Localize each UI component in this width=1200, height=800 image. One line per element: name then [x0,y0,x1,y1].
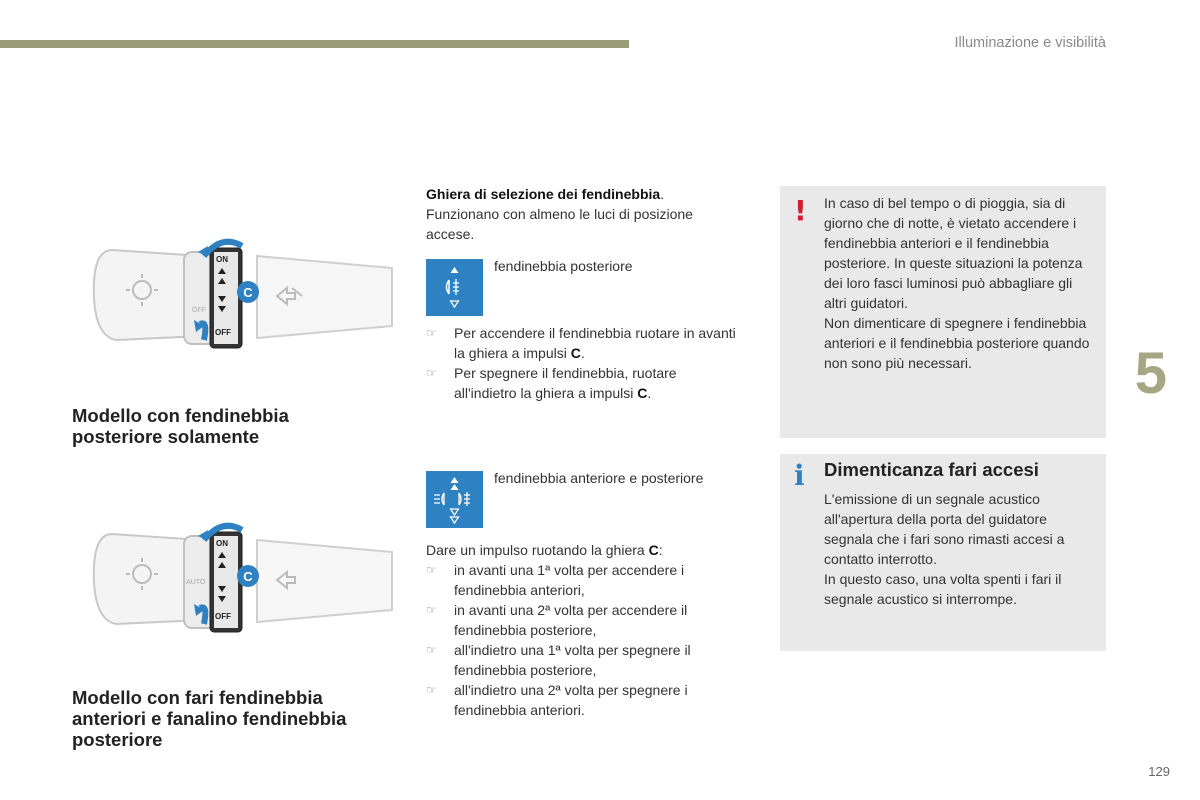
list-item: ☞ all'indietro una 1ª volta per spegnere il fendinebbia posteriore, [426,640,716,680]
info-title: Dimenticanza fari accesi [824,459,1039,480]
list-item: ☞ in avanti una 2ª volta per accendere il fendinebbia posteriore, [426,600,716,640]
header-accent-bar [0,40,629,48]
front-rear-intro: Dare un impulso ruotando la ghiera C: [426,542,663,558]
warning-paragraph: In caso di bel tempo o di pioggia, sia di giorno che di notte, è vietato accendere i fendinebbia anteriori e il fendinebbia posteriore. In queste situazioni la potenza dei loro fasci luminosi può abbagliare gli altri guidatori. [824,195,1083,311]
stalk-illustration-rear-fog [72,228,400,358]
front-rear-fog-label: fendinebbia anteriore e posteriore [494,470,704,486]
front-rear-steps [426,560,716,720]
fog-ring-intro-text: Funzionano con almeno le luci di posizione accese. [426,206,693,242]
page-number: 129 [1148,764,1170,779]
ring-badge: C [243,285,253,300]
warning-text [824,193,1096,373]
ring-label-off: OFF [215,612,231,621]
warning-icon: ! [794,194,807,227]
warning-paragraph: Non dimenticare di spegnere i fendinebbia anteriori e il fendinebbia posteriore quando non sono più necessari. [824,315,1090,371]
info-icon: i [794,459,805,492]
section-title: Illuminazione e visibilità [954,35,1106,51]
stalk-illustration-front-rear-fog [72,512,400,642]
ring-label-on: ON [216,539,228,548]
rear-fog-label: fendinebbia posteriore [494,258,633,274]
caption-front-rear-fog: Modello con fari fendinebbia anteriori e fanalino fendinebbia posteriore [72,687,347,750]
list-item: ☞ Per accendere il fendinebbia ruotare in avanti la ghiera a impulsi C. [426,323,736,363]
ring-badge: C [243,569,253,584]
ring-label-off: OFF [215,328,231,337]
info-paragraph: In questo caso, una volta spenti i fari il segnale acustico si interrompe. [824,571,1062,607]
fog-ring-title-suffix: . [660,186,665,202]
side-label: AUTO [186,579,206,586]
info-paragraph: L'emissione di un segnale acustico all'apertura della porta del guidatore segnala che i fari sono rimasti accesi a contatto interrotto. [824,491,1065,567]
rear-fog-steps [426,323,736,403]
fog-ring-intro [426,184,736,244]
info-text [824,489,1096,609]
rear-fog-icon [426,259,483,316]
list-item: ☞ Per spegnere il fendinebbia, ruotare all'indietro la ghiera a impulsi C. [426,363,736,403]
side-label: OFF [192,307,206,314]
list-item: ☞ all'indietro una 2ª volta per spegnere i fendinebbia anteriori. [426,680,716,720]
ring-label-on: ON [216,255,228,264]
list-item: ☞ in avanti una 1ª volta per accendere i fendinebbia anteriori, [426,560,716,600]
chapter-number: 5 [1134,341,1167,406]
front-rear-fog-icon [426,471,483,528]
caption-rear-fog: Modello con fendinebbia posteriore solamente [72,405,289,447]
fog-ring-title: Ghiera di selezione dei fendinebbia [426,186,661,202]
